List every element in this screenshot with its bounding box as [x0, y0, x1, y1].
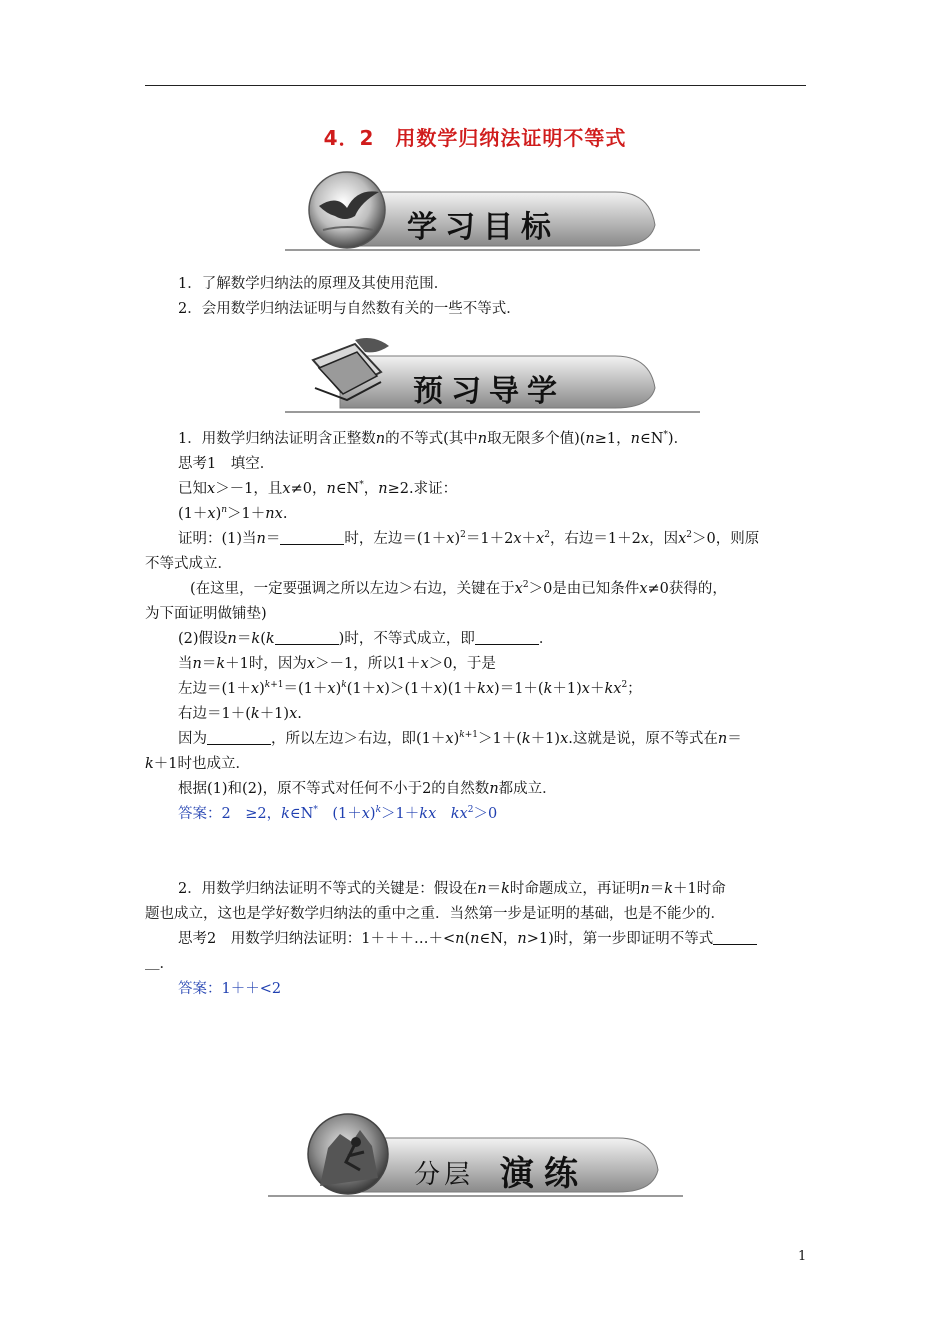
paragraph: 思考1 填空．	[178, 456, 275, 472]
paragraph: ＿．	[145, 956, 174, 972]
fill-blank	[475, 630, 539, 645]
paragraph: (2)假设n＝k(k )时，不等式成立，即 ．	[178, 631, 554, 647]
answer: 答案：1＋＋<2	[178, 981, 282, 997]
goal-item: 2．会用数学归纳法证明与自然数有关的一些不等式．	[178, 301, 521, 317]
banner-title: 分层	[414, 1160, 475, 1190]
paragraph: 已知x＞－1，且x≠0，n∈N*，n≥2.求证：	[178, 480, 458, 497]
goal-item: 1．了解数学归纳法的原理及其使用范围．	[178, 276, 449, 292]
fill-blank	[275, 630, 339, 645]
fill-blank	[207, 730, 271, 745]
formula: $(1+x)^n>1+nx$.	[178, 505, 288, 522]
climber-emblem-icon	[268, 1108, 683, 1200]
header-rule	[145, 85, 806, 86]
paragraph: 当n＝k＋1时，因为x＞－1，所以1＋x＞0，于是	[178, 656, 496, 672]
paragraph: 根据(1)和(2)，原不等式对任何不小于2的自然数n都成立．	[178, 781, 557, 797]
paragraph: 因为 ，所以左边＞右边，即$(1+x)^{k+1}>1+(k+1)x$.这就是说，原不等式在n＝	[178, 730, 742, 747]
fill-blank	[713, 930, 757, 945]
banner-learning-goals	[285, 170, 700, 254]
banner-title: 预习导学	[413, 374, 565, 409]
paragraph: 思考2 用数学归纳法证明：1＋＋＋…＋<n(n∈N，n>1)时，第一步即证明不等式	[178, 929, 757, 949]
formula: 左边$=(1+x)^{k+1}=(1+x)^k(1+x)>(1+x)(1+kx)=1+(k+1)x+kx^2$；	[178, 680, 642, 697]
banner-preview-study	[285, 330, 700, 414]
paragraph: 为下面证明做铺垫)	[145, 606, 267, 622]
paragraph: 2．用数学归纳法证明不等式的关键是：假设在n＝k时命题成立，再证明n＝k＋1时命	[178, 881, 726, 897]
paragraph: 证明：(1)当n＝ 时，左边$=(1+x)^2=1+2x+x^2$，右边＝1＋2x，因$x^2>0$，则原	[178, 530, 760, 547]
formula: 右边＝1＋(k＋1)x.	[178, 706, 302, 722]
paragraph: k＋1时也成立．	[145, 756, 251, 772]
paragraph: 不等式成立．	[145, 556, 232, 572]
fill-blank	[280, 530, 344, 545]
banner-title: 学习目标	[407, 210, 559, 245]
answer: 答案：2 ≥2，k∈N* $(1+x)^k>1+kx$ $kx^2>0$	[178, 805, 498, 822]
paragraph: (在这里，一定要强调之所以左边＞右边，关键在于$x^2>0$是由已知条件x≠0获得的，	[190, 580, 727, 597]
paragraph: 1．用数学归纳法证明含正整数n的不等式(其中n取无限多个值)(n≥1，n∈N*)．	[178, 430, 689, 447]
page-number: 1	[798, 1249, 807, 1264]
paragraph: 题也成立，这也是学好数学归纳法的重中之重．当然第一步是证明的基础，也是不能少的．	[145, 906, 725, 922]
banner-layered-practice	[268, 1108, 683, 1200]
banner-title: 演练	[500, 1154, 588, 1194]
page-title: 4．2 用数学归纳法证明不等式	[323, 126, 627, 150]
